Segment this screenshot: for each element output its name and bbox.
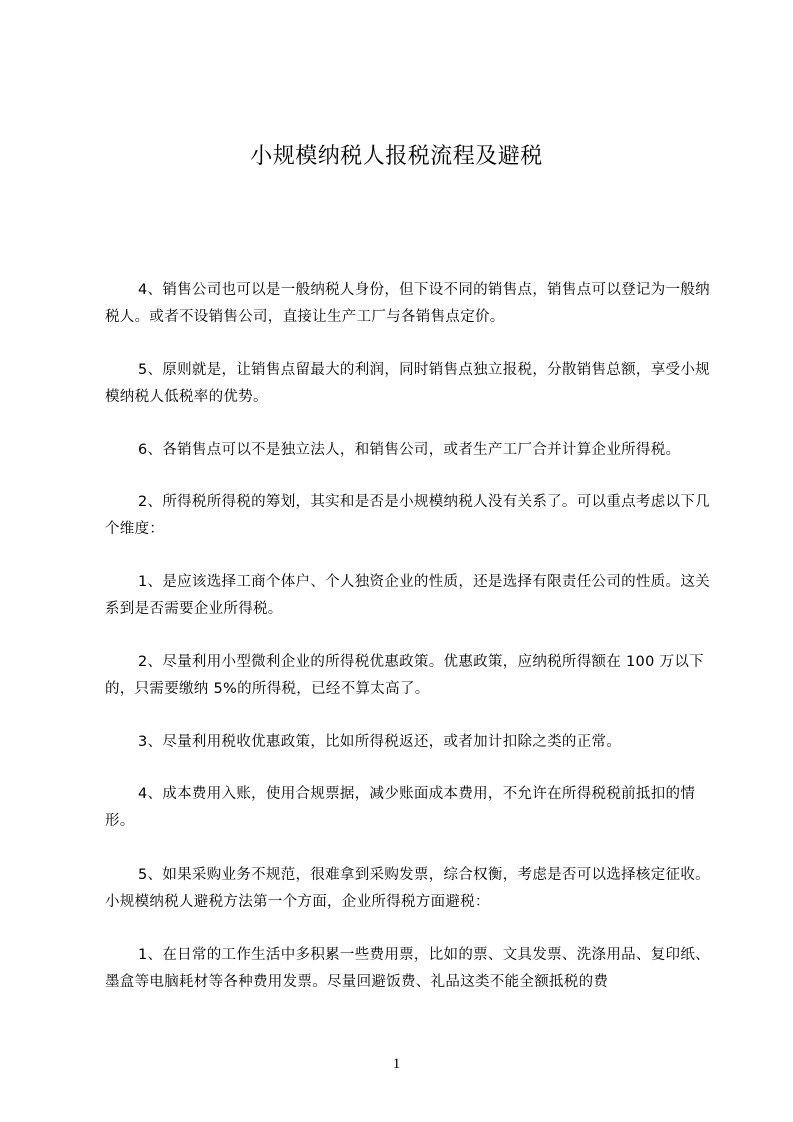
paragraph-9: 5、如果采购业务不规范，很难拿到采购发票，综合权衡，考虑是否可以选择核定征收。小规模纳税人避税方法第一个方面，企业所得税方面避税：: [105, 867, 710, 910]
paragraph-6: 2、尽量利用小型微利企业的所得税优惠政策。优惠政策，应纳税所得额在 100 万以下的，只需要缴纳 5%的所得税，已经不算太高了。: [105, 654, 704, 697]
paragraph-2: 5、原则就是，让销售点留最大的利润，同时销售点独立报税，分散销售总额，享受小规模纳税人低税率的优势。: [105, 362, 710, 405]
paragraph-7: 3、尽量利用税收优惠政策，比如所得税返还，或者加计扣除之类的正常。: [138, 734, 622, 750]
paragraph-10: 1、在日常的工作生活中多积累一些费用票，比如的票、文具发票、洗涤用品、复印纸、墨盒等电脑耗材等各种费用发票。尽量回避饭费、礼品这类不能全额抵税的费: [105, 947, 710, 990]
page-number: 1: [392, 1056, 401, 1072]
page-title: 小规模纳税人报税流程及避税: [250, 144, 543, 169]
paragraph-3: 6、各销售点可以不是独立法人，和销售公司，或者生产工厂合并计算企业所得税。: [138, 442, 681, 458]
paragraph-4: 2、所得税所得税的筹划，其实和是否是小规模纳税人没有关系了。可以重点考虑以下几个维度：: [105, 494, 710, 537]
paragraph-5: 1、是应该选择工商个体户、个人独资企业的性质，还是选择有限责任公司的性质。这关系到是否需要企业所得税。: [105, 574, 710, 617]
paragraph-1: 4、销售公司也可以是一般纳税人身份，但下设不同的销售点，销售点可以登记为一般纳税人。或者不设销售公司，直接让生产工厂与各销售点定价。: [105, 282, 710, 325]
paragraph-8: 4、成本费用入账，使用合规票据，减少账面成本费用，不允许在所得税税前抵扣的情形。: [105, 786, 696, 829]
